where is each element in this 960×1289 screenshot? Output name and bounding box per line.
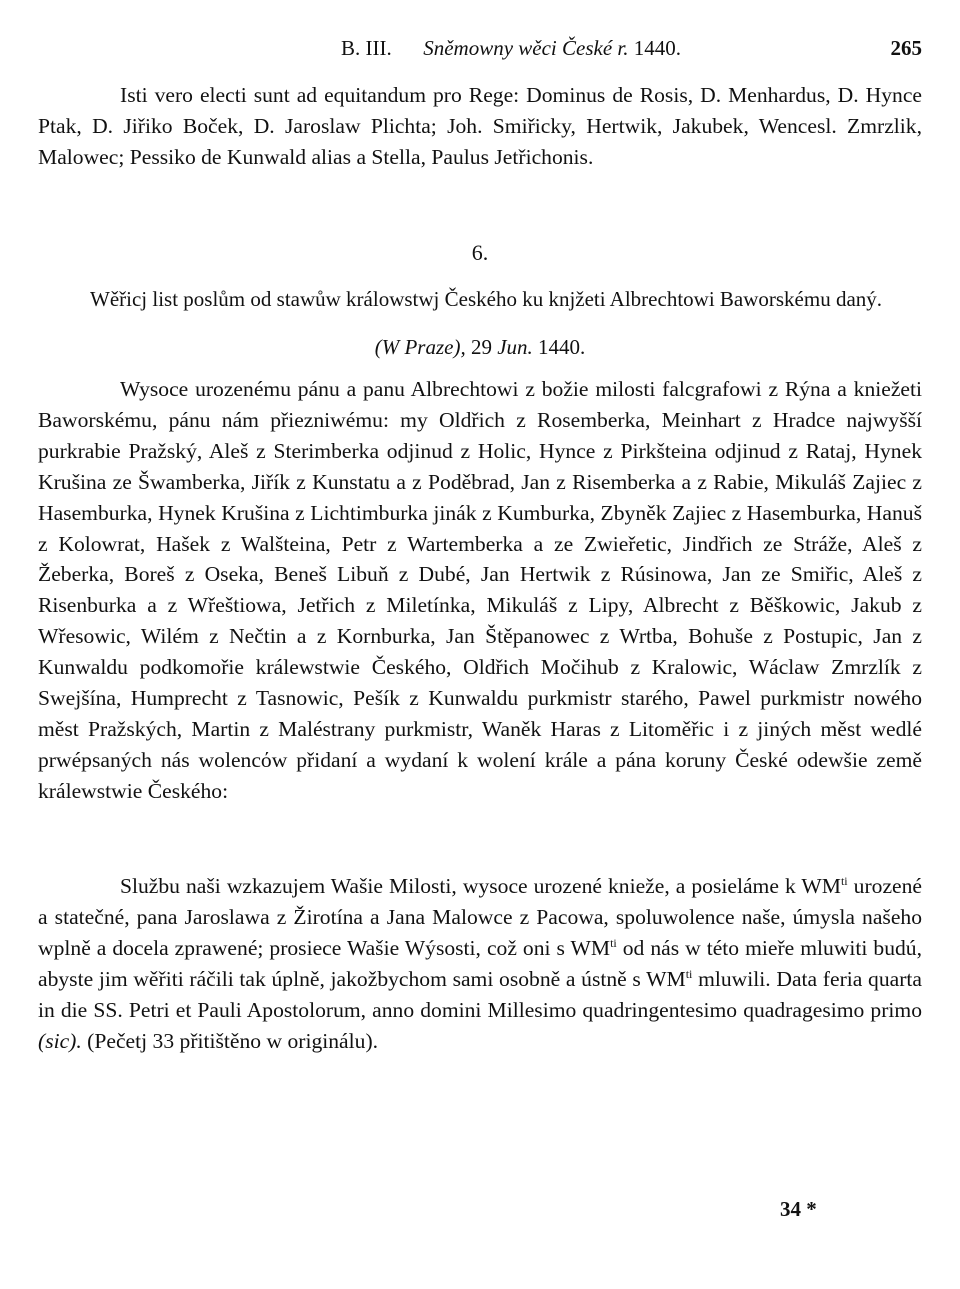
document-dateline [0,335,960,360]
body-paragraph-2 [38,871,922,1056]
sic-note: (sic). [38,1028,82,1053]
body2-part3: od nás w této mieře mluwiti budú, abyste jim wěřiti ráčili tak úplně, jakožbychom sami osobně a ústně s WM [38,935,922,991]
signature-mark: 34 * [780,1197,817,1221]
body2-part1: Službu naši wzkazujem Wašie Milosti, wysoce urozené knieže, a posieláme k WM [120,874,841,898]
dateline-day: 29 [470,335,492,359]
body2-part4: mluwili. Data feria quarta in die SS. Petri et Pauli Apostolorum, anno domini Millesimo quadringentesimo quadragesimo primo [38,966,922,1022]
document-number: 6. [471,240,489,265]
dateline-month: Jun. [497,335,533,359]
body-paragraph-1: Wysoce urozenému pánu a panu Albrechtowi z božie milosti falcgrafowi z Rýna a kniežeti Baworskému, pánu nám přiezniwému: my Oldřich z Rosemberka, Meinhart z Hradce najwyšší purkrabie Pražský, Aleš z Sterimberka odjinud z Holic, Hynce z Pirkšteina odjinud z Rataj, Hynek Krušina ze Šwamberka, Jiřík z Kunstatu a z Poděbrad, Jan z Risemberka a z Rabie, Mikuláš Zajiec z Hasemburka, Hynek Krušina z Lichtimburka jinák z Kumburka, Zbyněk Zajiec z Hasemburka, Hanuš z Kolowrat, Hašek z Walšteina, Petr z Wartemberka a ze Zwieřetic, Jindřich ze Stráže, Aleš z Žeberka, Boreš z Oseka, Beneš Libuň z Dubé, Jan Hertwik z Rúsinowa, Jan ze Smiřic, Aleš z Risenburka a z Wřeštiowa, Jetřich z Miletínka, Mikuláš z Lipy, Albrecht z Běškowic, Jakub z Wřesowic, Wilém z Nečtin a z Kornburka, Jan Štěpanowec z Wrtba, Bohuše z Postupic, Jan z Kunwaldu podkomořie králewstwie Českého, Oldřich Močihub z Kralowic, Wáclaw Zmrzlík z Swejšína, Humprecht z Tasnowic, Pešík z Kunwaldu purkmistr starého, Pawel purkmistr nowého měst Pražských, Martin z Maléstrany purkmistr, Waněk Haras z Litoměřic i z jiných měst wedlé prwépsaných nás wolencόw přidaní a wydaní k wolení krále a pána koruny České odewšie země králewstwie Českého: [38,377,922,803]
abbrev-sup-1: ti [840,873,848,888]
header-year: 1440. [633,36,682,60]
dateline-year: 1440. [538,335,586,359]
abbrev-sup-3: ti [685,966,693,981]
intro-paragraph: Isti vero electi sunt ad equitandum pro Rege: Dominus de Rosis, D. Menhardus, D. Hynce Ptak, D. Jiřiko Boček, D. Jaroslaw Plichta; Joh. Smiřicky, Hertwik, Jakubek, Wencesl. Zmrzlik, Malowec; Pessiko de Kunwald alias a Stella, Paulus Jetřichonis. [38,83,922,169]
body2-part5: (Pečetj 33 přitištěno w originálu). [81,1028,379,1053]
body2-part2: urozené a statečné, pana Jaroslawa z Žirotína a Jana Malowce z Pacowa, spoluwolence naše, úmysla našeho wplně a docela zprawené; prosiece Wašie Wýsosti, což oni s WM [38,874,923,960]
running-title-text: Sněmowny wěci České r. [423,36,629,60]
dateline-place: (W Praze), [374,335,466,359]
running-title [100,36,922,61]
running-header [100,36,922,66]
page-number: 265 [890,36,922,60]
section-label: B. III. [340,36,392,60]
document-title: Wěřicj list poslům od stawůw králowstwj Českého ku knjžeti Albrechtowi Baworskému daný. [90,287,883,311]
abbrev-sup-2: ti [610,935,617,950]
